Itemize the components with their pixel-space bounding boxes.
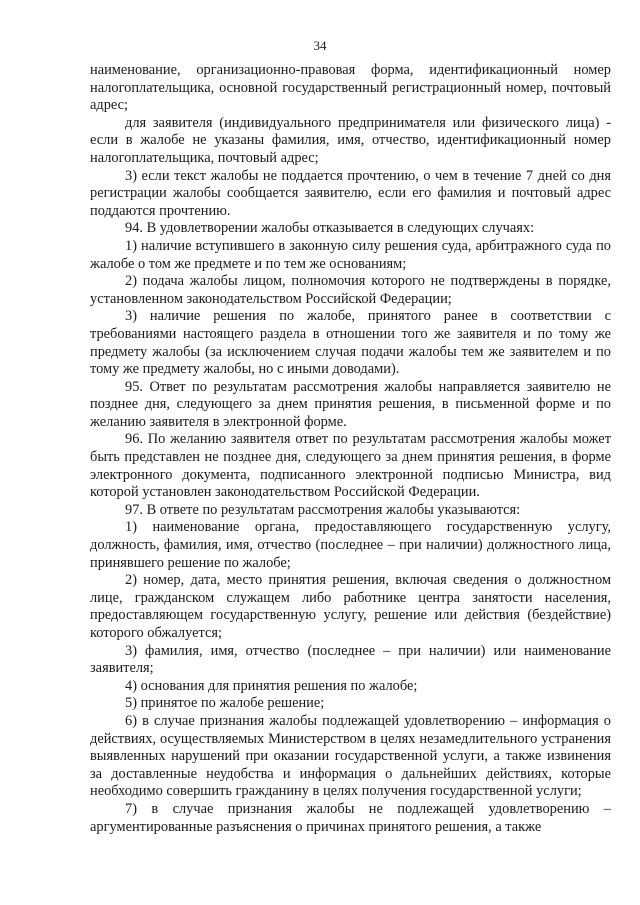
paragraph: 2) подача жалобы лицом, полномочия которого не подтверждены в порядке, установленном законодательством Российской Федерации; [90,273,611,307]
paragraph: 95. Ответ по результатам рассмотрения жалобы направляется заявителю не позднее дня, следующего за днем принятия решения, в письменной форме и по желанию заявителя в электронной форме. [90,378,611,430]
paragraph: 94. В удовлетворении жалобы отказывается в следующих случаях: [125,220,535,237]
paragraph: 3) наличие решения по жалобе, принятого ранее в соответствии с требованиями настоящего раздела в отношении того же заявителя и по тому же предмету жалобы (за исключением случая подачи жалобы тем же заявителем и по тому же предмету жалобы, но с иными доводами). [90,308,611,378]
paragraph: 1) наименование органа, предоставляющего государственную услугу, должность, фамилия, имя, отчество (последнее – при наличии) должностного лица, принявшего решение по жалобе; [90,519,611,571]
paragraph: 5) принятое по жалобе решение; [125,695,325,712]
paragraph: 6) в случае признания жалобы подлежащей удовлетворению – информация о действиях, осуществляемых Министерством в целях незамедлительного устранения выявленных нарушений при оказании государственной услуги, а также извинения за доставленные неудобства и информация о дальнейших действиях, которые необходимо совершить гражданину в целях получения государственной услуги; [90,712,611,800]
paragraph: 1) наличие вступившего в законную силу решения суда, арбитражного суда по жалобе о том же предмете и по тем же основаниям; [90,237,611,272]
paragraph: для заявителя (индивидуального предпринимателя или физического лица) - если в жалобе не указаны фамилия, имя, отчество, идентификационный номер налогоплательщика, почтовый адрес; [90,114,611,166]
paragraph: 96. По желанию заявителя ответ по результатам рассмотрения жалобы может быть представлен не позднее дня, следующего за днем принятия решения, в форме электронного документа, подписанного электронной подписью Министра, вид которой установлен законодательством Российской Федерации. [90,431,611,501]
paragraph: наименование, организационно-правовая форма, идентификационный номер налогоплательщика, основной государственный регистрационный номер, почтовый адрес; [90,62,611,114]
paragraph: 4) основания для принятия решения по жалобе; [125,677,418,694]
paragraph: 97. В ответе по результатам рассмотрения жалобы указываются: [125,501,521,518]
paragraph: 2) номер, дата, место принятия решения, включая сведения о должностном лице, гражданском служащем либо работнике центра занятости населения, предоставляющем государственную услугу, решение или действия (бездействие) которого обжалуется; [90,572,611,641]
paragraph: 3) фамилия, имя, отчество (последнее – при наличии) или наименование заявителя; [90,642,611,677]
paragraph: 7) в случае признания жалобы не подлежащей удовлетворению – аргументированные разъяснения о причинах принятого решения, а также [90,800,611,835]
paragraph: 3) если текст жалобы не поддается прочтению, о чем в течение 7 дней со дня регистрации жалобы сообщается заявителю, если его фамилия и почтовый адрес поддаются прочтению. [90,167,611,219]
page-number: 34 [313,38,327,53]
document-body [90,62,611,836]
